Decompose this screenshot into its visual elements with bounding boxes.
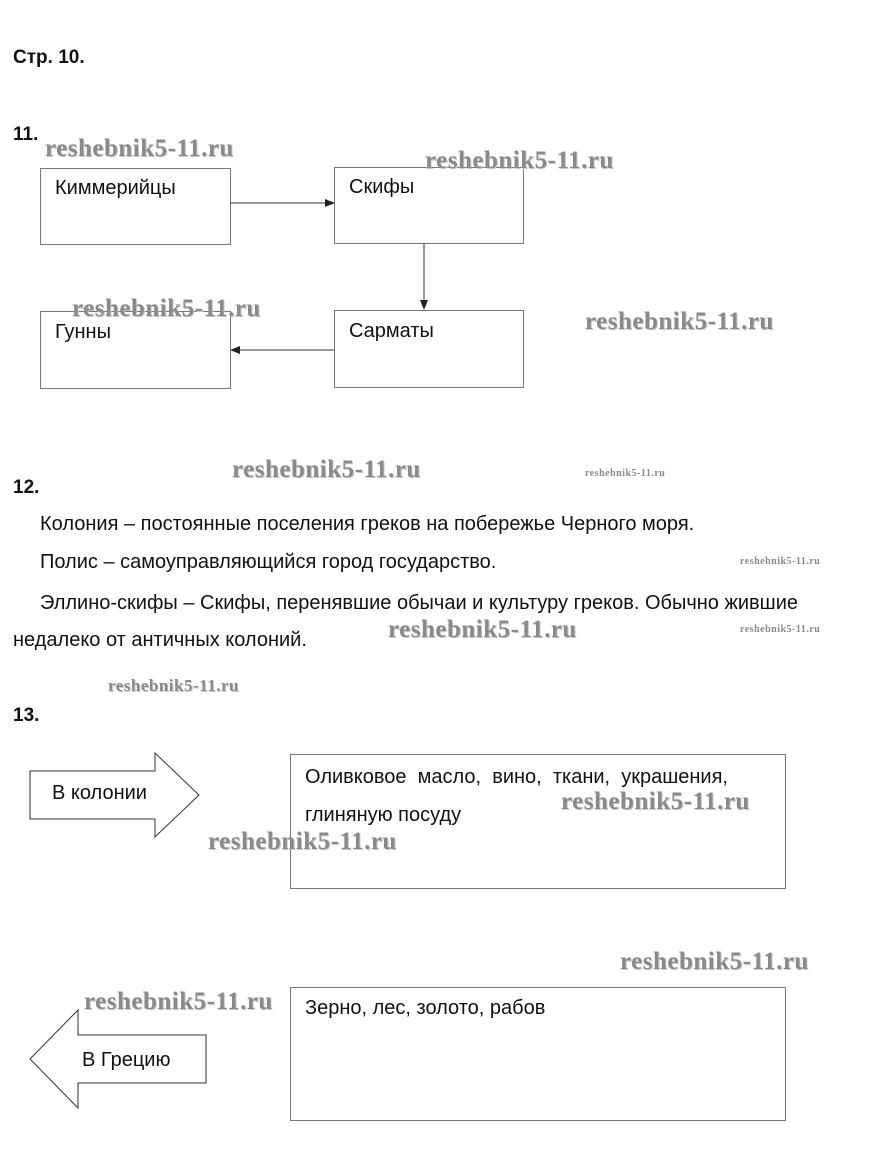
definition-hellenoscythians-line2: недалеко от античных колоний. <box>13 629 307 651</box>
exports-to-colonies-line2: глиняную посуду <box>305 804 462 826</box>
node-scythians-label: Скифы <box>349 176 415 198</box>
watermark: reshebnik5-11.ru <box>620 948 809 975</box>
watermark: reshebnik5-11.ru <box>740 556 821 567</box>
task-11-number: 11. <box>13 124 39 145</box>
watermark: reshebnik5-11.ru <box>45 135 234 162</box>
watermark: reshebnik5-11.ru <box>388 616 577 643</box>
watermark: reshebnik5-11.ru <box>740 624 821 635</box>
watermark: reshebnik5-11.ru <box>208 828 397 855</box>
watermark: reshebnik5-11.ru <box>108 676 239 695</box>
task-13-number: 13. <box>13 705 40 726</box>
node-sarmatians-label: Сарматы <box>349 320 434 342</box>
definition-polis: Полис – самоуправляющийся город государство. <box>40 551 497 573</box>
arrow-to-colonies-label: В колонии <box>52 782 147 804</box>
page-reference: Стр. 10. <box>13 47 85 68</box>
watermark: reshebnik5-11.ru <box>561 788 750 815</box>
arrow-to-greece-label: В Грецию <box>82 1049 171 1071</box>
watermark: reshebnik5-11.ru <box>232 456 421 483</box>
definition-hellenoscythians-line1: Эллино-скифы – Скифы, перенявшие обычаи и культуру греков. Обычно жившие <box>40 592 798 614</box>
watermark: reshebnik5-11.ru <box>425 147 614 174</box>
node-cimmerians-label: Киммерийцы <box>55 177 176 199</box>
watermark: reshebnik5-11.ru <box>72 295 261 322</box>
task-12-number: 12. <box>13 477 40 498</box>
watermark: reshebnik5-11.ru <box>585 308 774 335</box>
watermark: reshebnik5-11.ru <box>84 988 273 1015</box>
watermark: reshebnik5-11.ru <box>585 468 666 479</box>
exports-to-colonies-line1: Оливковое масло, вино, ткани, украшения, <box>305 766 728 788</box>
definition-colony: Колония – постоянные поселения греков на побережье Черного моря. <box>40 513 695 535</box>
exports-to-greece-text: Зерно, лес, золото, рабов <box>305 997 546 1019</box>
node-huns-label: Гунны <box>55 321 111 343</box>
